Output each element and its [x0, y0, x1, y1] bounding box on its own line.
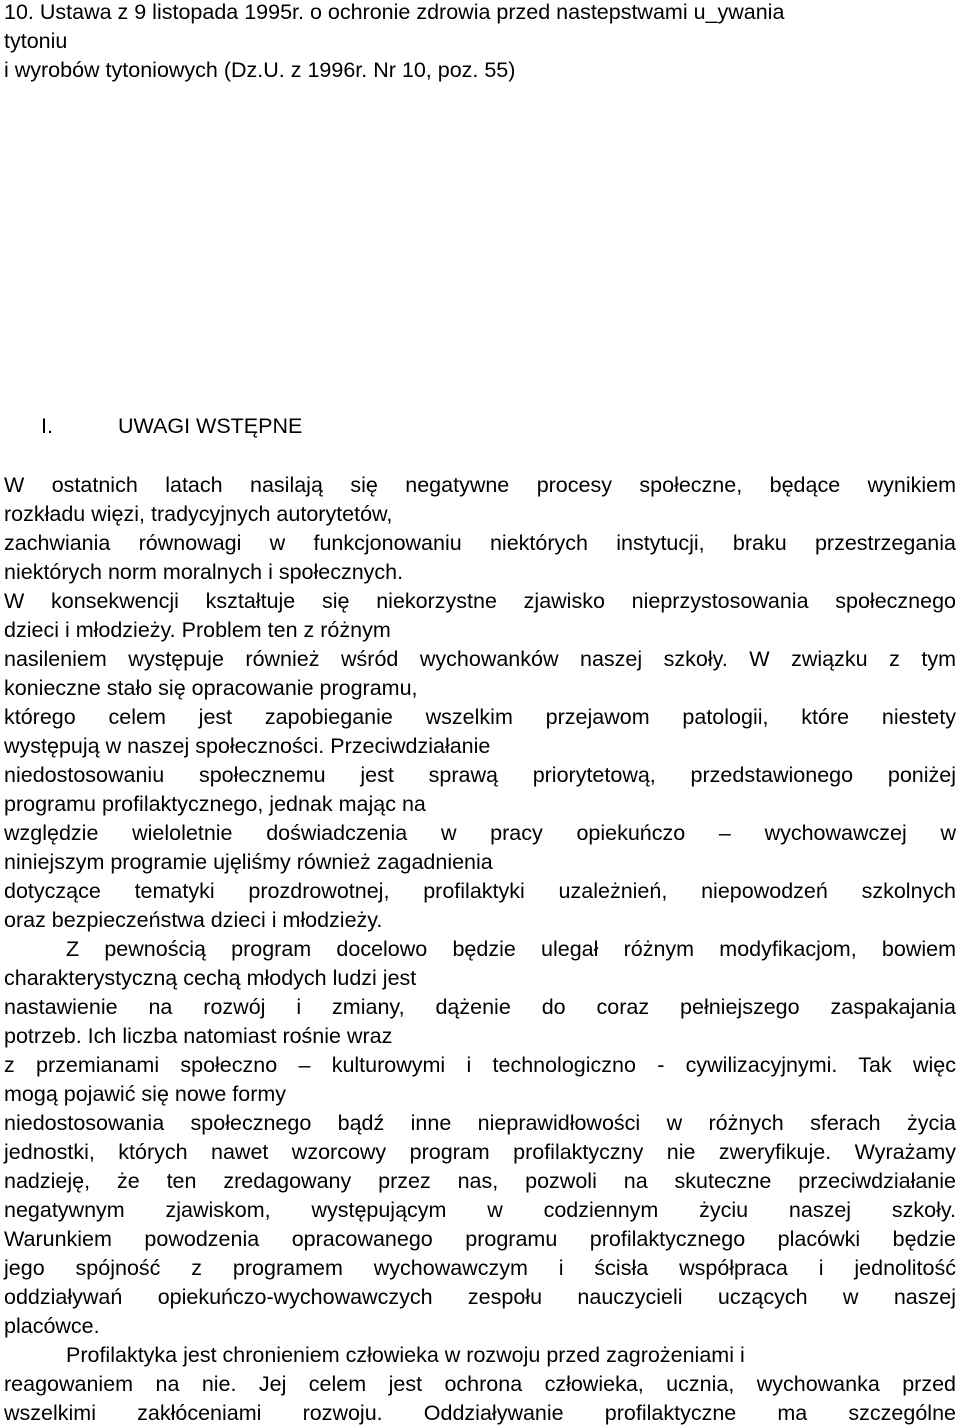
body-line: względzie wieloletnie doświadczenia w pracy opiekuńczo – wychowawczej w [4, 821, 956, 845]
body-line: oddziaływań opiekuńczo-wychowawczych zespołu nauczycieli uczących w naszej [4, 1285, 956, 1309]
section-heading: UWAGI WSTĘPNE [118, 414, 303, 438]
section-number: I. [41, 414, 53, 438]
body-line: nastawienie na rozwój i zmiany, dążenie do coraz pełniejszego zaspakajania [4, 995, 956, 1019]
body-line: niektórych norm moralnych i społecznych. [4, 560, 404, 584]
body-line: którego celem jest zapobieganie wszelkim przejawom patologii, które niestety [4, 705, 956, 729]
body-line: Profilaktyka jest chronieniem człowieka w rozwoju przed zagrożeniami i [66, 1343, 745, 1367]
body-line: wszelkimi zakłóceniami rozwoju. Oddziaływanie profilaktyczne ma szczególne [4, 1401, 956, 1425]
body-line: mogą pojawić się nowe formy [4, 1082, 287, 1106]
body-line: niniejszym programie ujęliśmy również zagadnienia [4, 850, 493, 874]
document-title-line-2: tytoniu [4, 29, 68, 53]
body-line: oraz bezpieczeństwa dzieci i młodzieży. [4, 908, 383, 932]
document-title-line-3: i wyrobów tytoniowych (Dz.U. z 1996r. Nr 10, poz. 55) [4, 58, 516, 82]
body-line: niedostosowania społecznego bądź inne nieprawidłowości w różnych sferach życia [4, 1111, 956, 1135]
document-title-line-1: 10. Ustawa z 9 listopada 1995r. o ochronie zdrowia przed nastepstwami u_ywania [4, 0, 785, 24]
body-line: negatywnym zjawiskom, występującym w codziennym życiu naszej szkoły. [4, 1198, 956, 1222]
body-line: z przemianami społeczno – kulturowymi i technologiczno - cywilizacyjnymi. Tak więc [4, 1053, 956, 1077]
body-line: Z pewnością program docelowo będzie ulegał różnym modyfikacjom, bowiem [66, 937, 956, 961]
body-line: nasileniem występuje również wśród wychowanków naszej szkoły. W związku z tym [4, 647, 956, 671]
body-line: charakterystyczną cechą młodych ludzi jest [4, 966, 417, 990]
body-line: placówce. [4, 1314, 100, 1338]
body-line: jego spójność z programem wychowawczym i ścisła współpraca i jednolitość [4, 1256, 956, 1280]
body-line: jednostki, których nawet wzorcowy program profilaktyczny nie zweryfikuje. Wyrażamy [4, 1140, 956, 1164]
body-line: konieczne stało się opracowanie programu, [4, 676, 418, 700]
body-line: występują w naszej społeczności. Przeciwdziałanie [4, 734, 491, 758]
body-line: reagowaniem na nie. Jej celem jest ochrona człowieka, ucznia, wychowanka przed [4, 1372, 956, 1396]
body-line: W ostatnich latach nasilają się negatywne procesy społeczne, będące wynikiem [4, 473, 956, 497]
body-line: programu profilaktycznego, jednak mając na [4, 792, 426, 816]
body-line: dotyczące tematyki prozdrowotnej, profilaktyki uzależnień, niepowodzeń szkolnych [4, 879, 956, 903]
body-line: Warunkiem powodzenia opracowanego programu profilaktycznego placówki będzie [4, 1227, 956, 1251]
body-line: potrzeb. Ich liczba natomiast rośnie wraz [4, 1024, 393, 1048]
body-line: dzieci i młodzieży. Problem ten z różnym [4, 618, 391, 642]
body-line: W konsekwencji kształtuje się niekorzystne zjawisko nieprzystosowania społecznego [4, 589, 956, 613]
body-line: niedostosowaniu społecznemu jest sprawą priorytetową, przedstawionego poniżej [4, 763, 956, 787]
body-line: nadzieję, że ten zredagowany przez nas, pozwoli na skuteczne przeciwdziałanie [4, 1169, 956, 1193]
body-line: rozkładu więzi, tradycyjnych autorytetów, [4, 502, 393, 526]
body-line: zachwiania równowagi w funkcjonowaniu niektórych instytucji, braku przestrzegania [4, 531, 956, 555]
